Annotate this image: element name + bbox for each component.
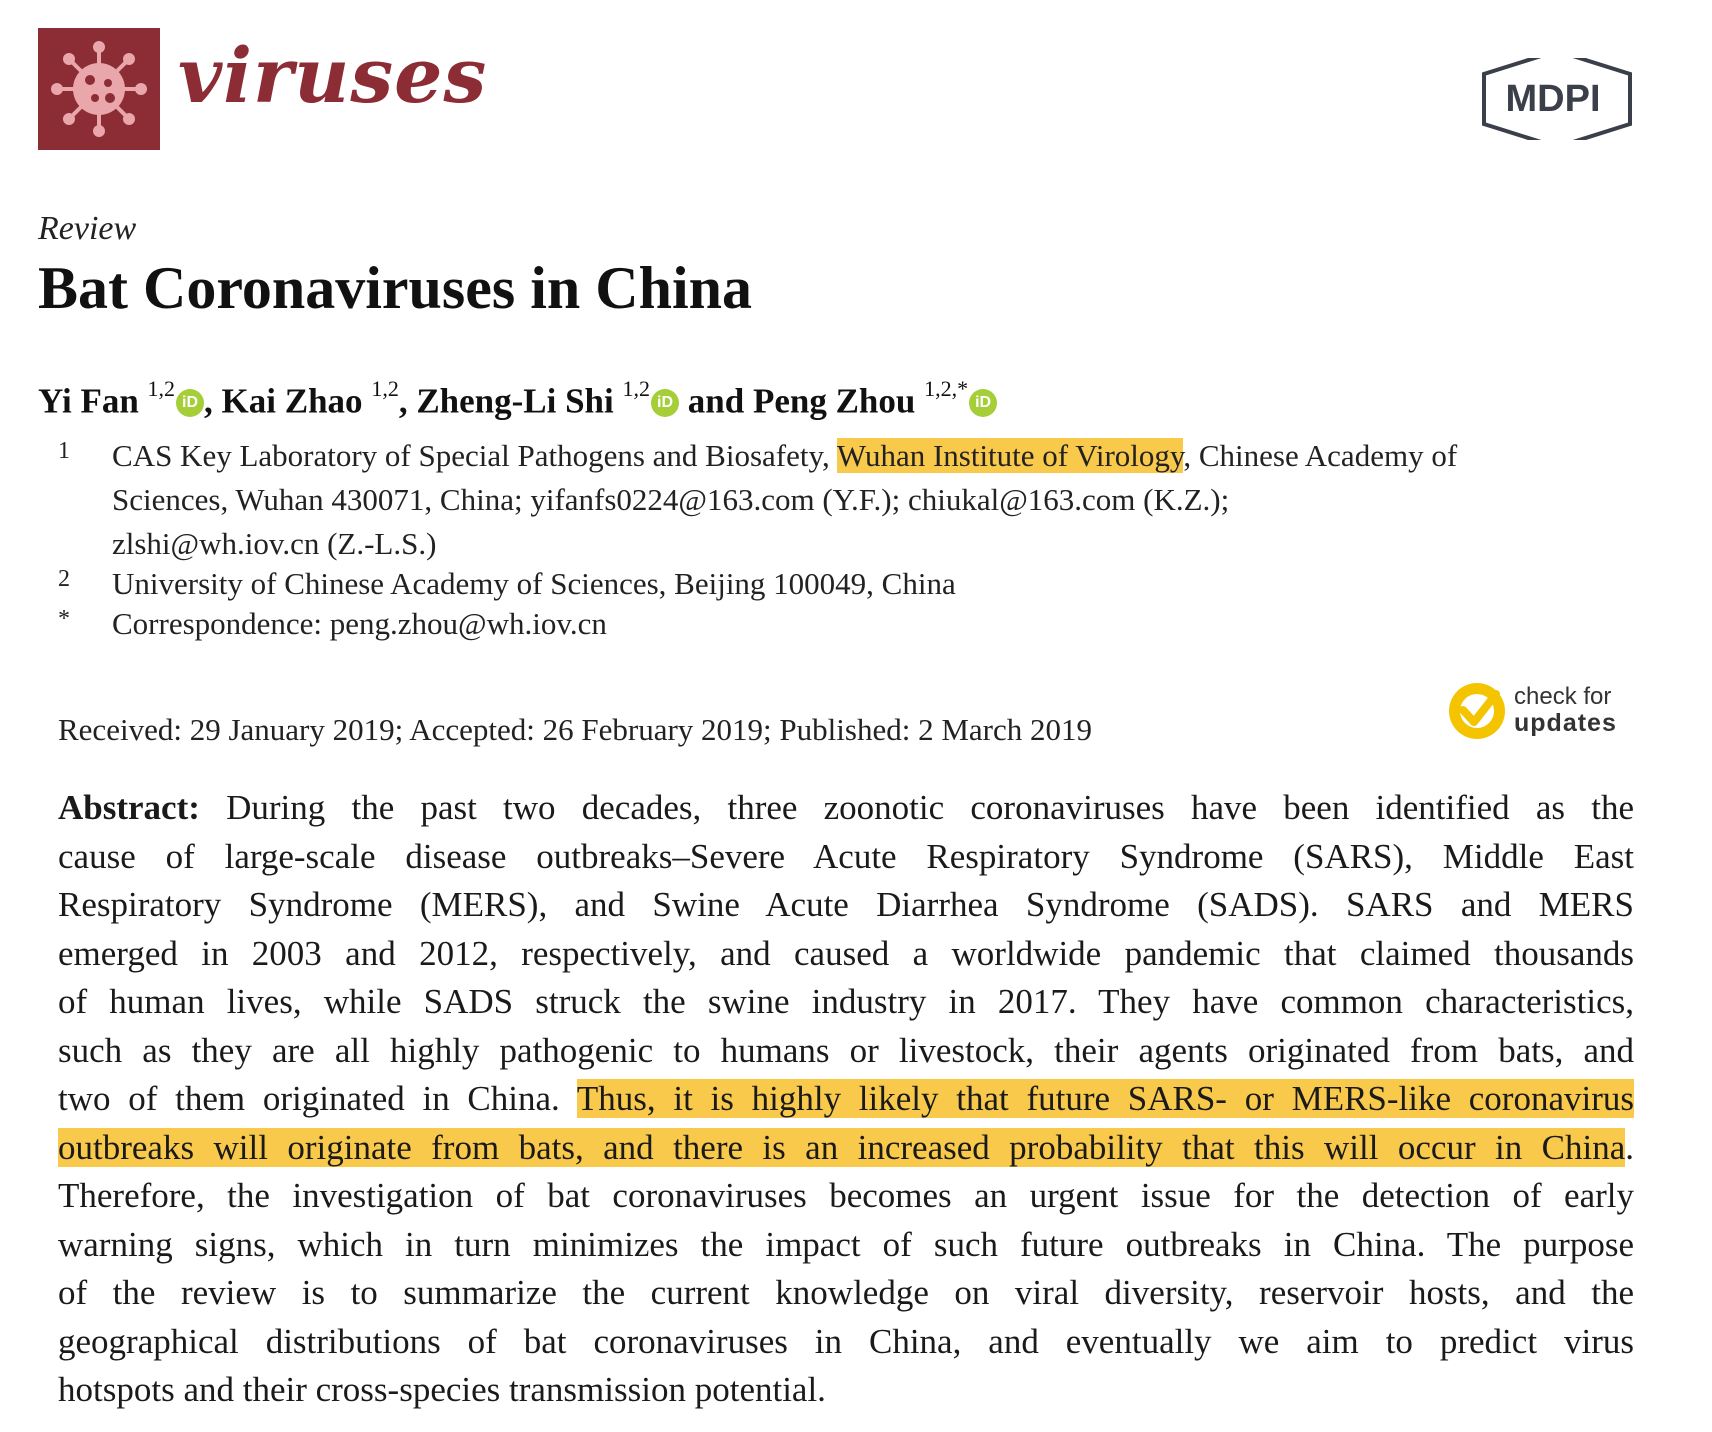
orcid-icon[interactable]: iD <box>651 389 679 417</box>
highlighted-text: Wuhan Institute of Virology <box>836 438 1184 473</box>
affiliation-text: zlshi@wh.iov.cn (Z.-L.S.) <box>112 526 437 561</box>
affiliation-line <box>112 522 1632 566</box>
affiliation-text <box>112 562 1632 606</box>
affiliation-text: Correspondence: peng.zhou@wh.iov.cn <box>112 606 607 641</box>
publisher-name: MDPI <box>1505 78 1601 120</box>
abstract-line <box>58 1269 1634 1318</box>
article-type: Review <box>38 210 137 247</box>
affiliation-line <box>112 562 1632 606</box>
abstract-line <box>58 1172 1634 1221</box>
article-title: Bat Coronaviruses in China <box>38 255 753 321</box>
abstract-text: hotspots and their cross-species transmission potential. <box>58 1370 826 1409</box>
virus-icon <box>38 28 160 150</box>
author-affiliation-marker: 1,2 <box>622 376 651 401</box>
check-for-updates-link[interactable] <box>1514 684 1617 736</box>
affiliation-line <box>112 602 1632 646</box>
check-for-updates-line1: check for <box>1514 683 1612 710</box>
abstract-line <box>58 1027 1634 1076</box>
journal-name: viruses <box>178 31 488 120</box>
affiliation-line <box>112 478 1632 522</box>
author-affiliation-marker: 1,2,* <box>924 376 969 401</box>
affiliation-text <box>112 602 1632 646</box>
abstract-line <box>58 1221 1634 1270</box>
author-name: Peng Zhou <box>752 381 916 421</box>
affiliation-text: University of Chinese Academy of Sciences, Beijing 100049, China <box>112 566 956 601</box>
author-affiliation-marker: 1,2 <box>371 376 399 401</box>
orcid-icon[interactable]: iD <box>176 389 204 417</box>
abstract-text: such as they are all highly pathogenic to humans or livestock, their agents originated from bats, and <box>58 1030 1634 1070</box>
abstract-text: . <box>1625 1127 1634 1167</box>
author-separator: , <box>398 381 417 421</box>
affiliation-text: , Chinese Academy of <box>1183 438 1458 473</box>
abstract-line <box>58 784 1634 833</box>
author-name: Yi Fan <box>38 381 139 421</box>
abstract-text: warning signs, which in turn minimizes the impact of such future outbreaks in China. The purpose <box>58 1224 1634 1264</box>
abstract-text: of human lives, while SADS struck the swine industry in 2017. They have common characteristics, <box>58 982 1634 1021</box>
affiliation-line <box>112 434 1632 478</box>
abstract-text: of the review is to summarize the current knowledge on viral diversity, reservoir hosts, and the <box>58 1273 1634 1312</box>
affiliation-text: Sciences, Wuhan 430071, China; yifanfs0224@163.com (Y.F.); chiukal@163.com (K.Z.); <box>112 482 1230 517</box>
abstract-line <box>58 930 1634 979</box>
abstract-line <box>58 1075 1634 1124</box>
abstract-label: Abstract: <box>58 788 200 827</box>
author-separator: and <box>679 381 753 421</box>
affiliation-text <box>112 434 1632 566</box>
affiliation-text: CAS Key Laboratory of Special Pathogens and Biosafety, <box>112 438 837 473</box>
abstract-line <box>58 1366 1634 1415</box>
abstract-line <box>58 881 1634 930</box>
publication-dates: Received: 29 January 2019; Accepted: 26 February 2019; Published: 2 March 2019 <box>58 712 1092 747</box>
abstract-text: During the past two decades, three zoonotic coronaviruses have been identified as the <box>199 788 1634 827</box>
author-name: Zheng-Li Shi <box>416 381 614 421</box>
check-for-updates-icon[interactable] <box>1446 680 1508 742</box>
check-for-updates-line2: updates <box>1514 709 1617 737</box>
abstract-line <box>58 978 1634 1027</box>
abstract-line <box>58 1318 1634 1367</box>
orcid-icon[interactable]: iD <box>969 389 997 417</box>
abstract-text: cause of large-scale disease outbreaks–Severe Acute Respiratory Syndrome (SARS), Middle East <box>58 836 1634 876</box>
abstract-text: emerged in 2003 and 2012, respectively, and caused a worldwide pandemic that claimed thousands <box>58 933 1634 973</box>
author-name: Kai Zhao <box>221 381 363 421</box>
abstract-line <box>58 833 1634 882</box>
author-affiliation-marker: 1,2 <box>147 376 176 401</box>
affiliation-number: 2 <box>58 566 70 592</box>
abstract-text: two of them originated in China. <box>58 1079 577 1118</box>
abstract-text: geographical distributions of bat coronaviruses in China, and eventually we aim to predict virus <box>58 1321 1634 1361</box>
abstract <box>58 784 1634 1415</box>
affiliation-number: 1 <box>58 438 70 464</box>
journal-logo <box>38 28 160 150</box>
author-list <box>38 376 997 422</box>
affiliation-number: * <box>58 606 70 632</box>
highlighted-text: Thus, it is highly likely that future SARS- or MERS-like coronavirus <box>576 1079 1634 1118</box>
abstract-text: Respiratory Syndrome (MERS), and Swine Acute Diarrhea Syndrome (SADS). SARS and MERS <box>58 885 1634 924</box>
abstract-text: Therefore, the investigation of bat coronaviruses becomes an urgent issue for the detection of early <box>58 1176 1634 1215</box>
author-separator: , <box>204 381 222 421</box>
abstract-line <box>58 1124 1634 1173</box>
highlighted-text: outbreaks will originate from bats, and there is an increased probability that this will occur in China <box>58 1127 1626 1167</box>
